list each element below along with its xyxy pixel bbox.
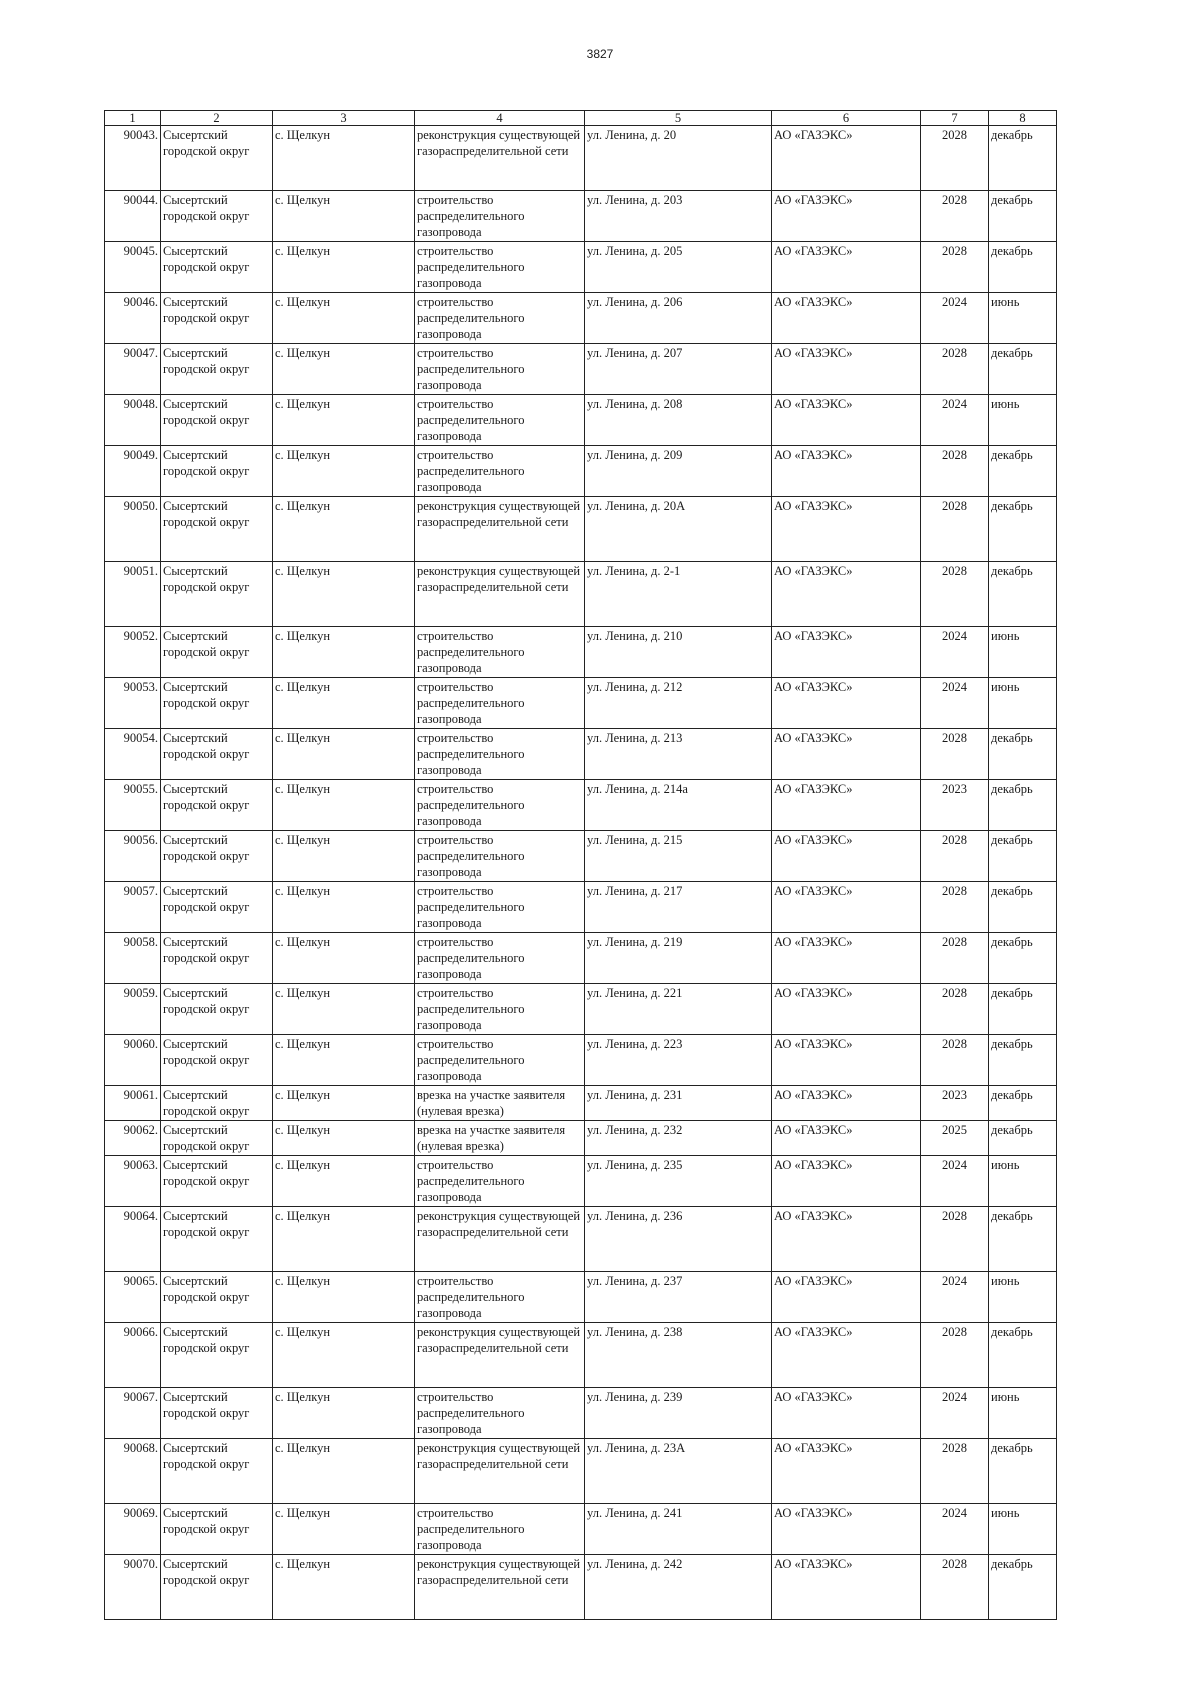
row-district: Сысертский городской округ bbox=[161, 191, 273, 242]
row-address: ул. Ленина, д. 231 bbox=[585, 1086, 772, 1121]
row-settlement: с. Щелкун bbox=[273, 1207, 415, 1272]
table-row bbox=[105, 126, 1057, 191]
page-number: 3827 bbox=[586, 47, 614, 61]
row-number: 90064. bbox=[105, 1207, 161, 1272]
row-district: Сысертский городской округ bbox=[161, 831, 273, 882]
row-month: декабрь bbox=[989, 126, 1057, 191]
row-month: декабрь bbox=[989, 984, 1057, 1035]
row-work-type: реконструкция существующей газораспределительной сети bbox=[415, 1439, 585, 1504]
row-settlement: с. Щелкун bbox=[273, 1439, 415, 1504]
col-header: 2 bbox=[161, 111, 273, 126]
row-settlement: с. Щелкун bbox=[273, 1035, 415, 1086]
row-settlement: с. Щелкун bbox=[273, 780, 415, 831]
row-work-type: строительство распределительного газопровода bbox=[415, 293, 585, 344]
table-row bbox=[105, 729, 1057, 780]
row-district: Сысертский городской округ bbox=[161, 780, 273, 831]
row-year: 2024 bbox=[921, 1504, 989, 1555]
row-organization: АО «ГАЗЭКС» bbox=[772, 1504, 921, 1555]
row-work-type: строительство распределительного газопровода bbox=[415, 780, 585, 831]
table-body bbox=[105, 126, 1057, 1620]
row-settlement: с. Щелкун bbox=[273, 1086, 415, 1121]
table-row bbox=[105, 1388, 1057, 1439]
row-organization: АО «ГАЗЭКС» bbox=[772, 395, 921, 446]
row-year: 2024 bbox=[921, 627, 989, 678]
row-organization: АО «ГАЗЭКС» bbox=[772, 933, 921, 984]
row-settlement: с. Щелкун bbox=[273, 497, 415, 562]
row-work-type: реконструкция существующей газораспределительной сети bbox=[415, 1323, 585, 1388]
row-organization: АО «ГАЗЭКС» bbox=[772, 242, 921, 293]
row-settlement: с. Щелкун bbox=[273, 627, 415, 678]
row-organization: АО «ГАЗЭКС» bbox=[772, 497, 921, 562]
table-row bbox=[105, 831, 1057, 882]
row-work-type: строительство распределительного газопровода bbox=[415, 933, 585, 984]
row-month: декабрь bbox=[989, 562, 1057, 627]
row-month: декабрь bbox=[989, 1121, 1057, 1156]
row-district: Сысертский городской округ bbox=[161, 1121, 273, 1156]
row-organization: АО «ГАЗЭКС» bbox=[772, 1035, 921, 1086]
row-district: Сысертский городской округ bbox=[161, 126, 273, 191]
row-address: ул. Ленина, д. 20А bbox=[585, 497, 772, 562]
header-row bbox=[105, 111, 1057, 126]
row-year: 2028 bbox=[921, 831, 989, 882]
row-district: Сысертский городской округ bbox=[161, 1504, 273, 1555]
row-district: Сысертский городской округ bbox=[161, 933, 273, 984]
row-address: ул. Ленина, д. 205 bbox=[585, 242, 772, 293]
row-address: ул. Ленина, д. 232 bbox=[585, 1121, 772, 1156]
row-organization: АО «ГАЗЭКС» bbox=[772, 1555, 921, 1620]
row-district: Сысертский городской округ bbox=[161, 497, 273, 562]
table-row bbox=[105, 446, 1057, 497]
row-settlement: с. Щелкун bbox=[273, 984, 415, 1035]
row-district: Сысертский городской округ bbox=[161, 678, 273, 729]
row-number: 90056. bbox=[105, 831, 161, 882]
row-month: декабрь bbox=[989, 1035, 1057, 1086]
row-year: 2028 bbox=[921, 984, 989, 1035]
row-settlement: с. Щелкун bbox=[273, 344, 415, 395]
row-number: 90067. bbox=[105, 1388, 161, 1439]
row-month: декабрь bbox=[989, 1323, 1057, 1388]
table-row bbox=[105, 1504, 1057, 1555]
row-work-type: строительство распределительного газопровода bbox=[415, 191, 585, 242]
row-work-type: врезка на участке заявителя (нулевая врезка) bbox=[415, 1086, 585, 1121]
row-organization: АО «ГАЗЭКС» bbox=[772, 780, 921, 831]
row-address: ул. Ленина, д. 213 bbox=[585, 729, 772, 780]
row-work-type: строительство распределительного газопровода bbox=[415, 1272, 585, 1323]
table-row bbox=[105, 780, 1057, 831]
row-number: 90069. bbox=[105, 1504, 161, 1555]
row-month: декабрь bbox=[989, 344, 1057, 395]
row-month: июнь bbox=[989, 627, 1057, 678]
row-work-type: строительство распределительного газопровода bbox=[415, 984, 585, 1035]
row-work-type: реконструкция существующей газораспределительной сети bbox=[415, 1555, 585, 1620]
row-district: Сысертский городской округ bbox=[161, 293, 273, 344]
row-number: 90065. bbox=[105, 1272, 161, 1323]
col-header: 5 bbox=[585, 111, 772, 126]
table-row bbox=[105, 1439, 1057, 1504]
row-address: ул. Ленина, д. 208 bbox=[585, 395, 772, 446]
row-number: 90052. bbox=[105, 627, 161, 678]
row-settlement: с. Щелкун bbox=[273, 562, 415, 627]
row-number: 90068. bbox=[105, 1439, 161, 1504]
row-year: 2028 bbox=[921, 933, 989, 984]
row-month: декабрь bbox=[989, 191, 1057, 242]
row-month: июнь bbox=[989, 1156, 1057, 1207]
row-work-type: строительство распределительного газопровода bbox=[415, 242, 585, 293]
row-month: декабрь bbox=[989, 446, 1057, 497]
table-row bbox=[105, 242, 1057, 293]
row-address: ул. Ленина, д. 237 bbox=[585, 1272, 772, 1323]
row-month: декабрь bbox=[989, 1555, 1057, 1620]
row-year: 2028 bbox=[921, 191, 989, 242]
row-settlement: с. Щелкун bbox=[273, 882, 415, 933]
row-number: 90055. bbox=[105, 780, 161, 831]
row-year: 2023 bbox=[921, 780, 989, 831]
row-address: ул. Ленина, д. 206 bbox=[585, 293, 772, 344]
table-row bbox=[105, 1272, 1057, 1323]
row-settlement: с. Щелкун bbox=[273, 1323, 415, 1388]
row-settlement: с. Щелкун bbox=[273, 1156, 415, 1207]
row-work-type: реконструкция существующей газораспределительной сети bbox=[415, 562, 585, 627]
row-organization: АО «ГАЗЭКС» bbox=[772, 678, 921, 729]
row-address: ул. Ленина, д. 219 bbox=[585, 933, 772, 984]
row-year: 2023 bbox=[921, 1086, 989, 1121]
row-work-type: строительство распределительного газопровода bbox=[415, 1035, 585, 1086]
row-work-type: строительство распределительного газопровода bbox=[415, 831, 585, 882]
row-month: декабрь bbox=[989, 242, 1057, 293]
row-organization: АО «ГАЗЭКС» bbox=[772, 191, 921, 242]
row-address: ул. Ленина, д. 236 bbox=[585, 1207, 772, 1272]
row-organization: АО «ГАЗЭКС» bbox=[772, 1207, 921, 1272]
row-number: 90054. bbox=[105, 729, 161, 780]
row-year: 2028 bbox=[921, 882, 989, 933]
table-row bbox=[105, 1035, 1057, 1086]
row-settlement: с. Щелкун bbox=[273, 191, 415, 242]
row-district: Сысертский городской округ bbox=[161, 1086, 273, 1121]
row-organization: АО «ГАЗЭКС» bbox=[772, 1156, 921, 1207]
row-district: Сысертский городской округ bbox=[161, 242, 273, 293]
row-address: ул. Ленина, д. 217 bbox=[585, 882, 772, 933]
row-organization: АО «ГАЗЭКС» bbox=[772, 293, 921, 344]
row-number: 90063. bbox=[105, 1156, 161, 1207]
row-month: декабрь bbox=[989, 729, 1057, 780]
row-district: Сысертский городской округ bbox=[161, 1323, 273, 1388]
row-district: Сысертский городской округ bbox=[161, 882, 273, 933]
row-number: 90045. bbox=[105, 242, 161, 293]
row-year: 2025 bbox=[921, 1121, 989, 1156]
row-number: 90050. bbox=[105, 497, 161, 562]
row-settlement: с. Щелкун bbox=[273, 1272, 415, 1323]
row-organization: АО «ГАЗЭКС» bbox=[772, 1439, 921, 1504]
row-address: ул. Ленина, д. 2-1 bbox=[585, 562, 772, 627]
row-work-type: строительство распределительного газопровода bbox=[415, 446, 585, 497]
row-settlement: с. Щелкун bbox=[273, 1504, 415, 1555]
row-number: 90048. bbox=[105, 395, 161, 446]
row-month: декабрь bbox=[989, 1207, 1057, 1272]
row-settlement: с. Щелкун bbox=[273, 729, 415, 780]
table-row bbox=[105, 627, 1057, 678]
row-number: 90062. bbox=[105, 1121, 161, 1156]
row-year: 2024 bbox=[921, 293, 989, 344]
row-district: Сысертский городской округ bbox=[161, 1207, 273, 1272]
row-settlement: с. Щелкун bbox=[273, 831, 415, 882]
row-work-type: строительство распределительного газопровода bbox=[415, 882, 585, 933]
row-organization: АО «ГАЗЭКС» bbox=[772, 984, 921, 1035]
row-year: 2024 bbox=[921, 1272, 989, 1323]
row-settlement: с. Щелкун bbox=[273, 1388, 415, 1439]
row-year: 2024 bbox=[921, 1156, 989, 1207]
col-header: 8 bbox=[989, 111, 1057, 126]
row-organization: АО «ГАЗЭКС» bbox=[772, 446, 921, 497]
row-address: ул. Ленина, д. 241 bbox=[585, 1504, 772, 1555]
row-number: 90061. bbox=[105, 1086, 161, 1121]
row-work-type: строительство распределительного газопровода bbox=[415, 344, 585, 395]
row-address: ул. Ленина, д. 207 bbox=[585, 344, 772, 395]
row-district: Сысертский городской округ bbox=[161, 1272, 273, 1323]
row-settlement: с. Щелкун bbox=[273, 293, 415, 344]
row-year: 2024 bbox=[921, 1388, 989, 1439]
row-year: 2028 bbox=[921, 729, 989, 780]
row-number: 90049. bbox=[105, 446, 161, 497]
row-district: Сысертский городской округ bbox=[161, 1388, 273, 1439]
row-address: ул. Ленина, д. 238 bbox=[585, 1323, 772, 1388]
row-settlement: с. Щелкун bbox=[273, 446, 415, 497]
row-organization: АО «ГАЗЭКС» bbox=[772, 831, 921, 882]
row-month: декабрь bbox=[989, 882, 1057, 933]
row-district: Сысертский городской округ bbox=[161, 729, 273, 780]
row-number: 90058. bbox=[105, 933, 161, 984]
row-district: Сысертский городской округ bbox=[161, 395, 273, 446]
row-settlement: с. Щелкун bbox=[273, 242, 415, 293]
row-work-type: строительство распределительного газопровода bbox=[415, 395, 585, 446]
table-row bbox=[105, 293, 1057, 344]
table-row bbox=[105, 678, 1057, 729]
row-number: 90059. bbox=[105, 984, 161, 1035]
row-number: 90066. bbox=[105, 1323, 161, 1388]
row-number: 90057. bbox=[105, 882, 161, 933]
row-number: 90044. bbox=[105, 191, 161, 242]
row-address: ул. Ленина, д. 203 bbox=[585, 191, 772, 242]
row-address: ул. Ленина, д. 23А bbox=[585, 1439, 772, 1504]
row-district: Сысертский городской округ bbox=[161, 1555, 273, 1620]
row-settlement: с. Щелкун bbox=[273, 126, 415, 191]
row-district: Сысертский городской округ bbox=[161, 446, 273, 497]
col-header: 6 bbox=[772, 111, 921, 126]
row-address: ул. Ленина, д. 209 bbox=[585, 446, 772, 497]
row-year: 2028 bbox=[921, 1323, 989, 1388]
row-district: Сысертский городской округ bbox=[161, 984, 273, 1035]
row-year: 2028 bbox=[921, 497, 989, 562]
table-row bbox=[105, 933, 1057, 984]
row-address: ул. Ленина, д. 212 bbox=[585, 678, 772, 729]
row-work-type: строительство распределительного газопровода bbox=[415, 678, 585, 729]
row-organization: АО «ГАЗЭКС» bbox=[772, 1272, 921, 1323]
row-month: июнь bbox=[989, 1504, 1057, 1555]
row-address: ул. Ленина, д. 235 bbox=[585, 1156, 772, 1207]
row-month: декабрь bbox=[989, 1439, 1057, 1504]
table-row bbox=[105, 562, 1057, 627]
table-row bbox=[105, 395, 1057, 446]
row-address: ул. Ленина, д. 20 bbox=[585, 126, 772, 191]
row-work-type: строительство распределительного газопровода bbox=[415, 627, 585, 678]
row-month: декабрь bbox=[989, 780, 1057, 831]
col-header: 7 bbox=[921, 111, 989, 126]
table-row bbox=[105, 882, 1057, 933]
row-work-type: строительство распределительного газопровода bbox=[415, 729, 585, 780]
row-address: ул. Ленина, д. 215 bbox=[585, 831, 772, 882]
row-work-type: реконструкция существующей газораспределительной сети bbox=[415, 1207, 585, 1272]
row-district: Сысертский городской округ bbox=[161, 1156, 273, 1207]
row-month: июнь bbox=[989, 1272, 1057, 1323]
row-number: 90051. bbox=[105, 562, 161, 627]
row-organization: АО «ГАЗЭКС» bbox=[772, 1323, 921, 1388]
row-district: Сысертский городской округ bbox=[161, 1439, 273, 1504]
row-organization: АО «ГАЗЭКС» bbox=[772, 729, 921, 780]
row-organization: АО «ГАЗЭКС» bbox=[772, 344, 921, 395]
table-row bbox=[105, 497, 1057, 562]
table-row bbox=[105, 1555, 1057, 1620]
row-settlement: с. Щелкун bbox=[273, 933, 415, 984]
row-number: 90046. bbox=[105, 293, 161, 344]
row-district: Сысертский городской округ bbox=[161, 1035, 273, 1086]
row-year: 2028 bbox=[921, 1207, 989, 1272]
row-month: июнь bbox=[989, 395, 1057, 446]
row-year: 2028 bbox=[921, 1035, 989, 1086]
row-year: 2028 bbox=[921, 242, 989, 293]
row-address: ул. Ленина, д. 223 bbox=[585, 1035, 772, 1086]
gasification-register-table bbox=[104, 110, 1057, 1620]
row-organization: АО «ГАЗЭКС» bbox=[772, 562, 921, 627]
row-district: Сысертский городской округ bbox=[161, 562, 273, 627]
row-organization: АО «ГАЗЭКС» bbox=[772, 126, 921, 191]
row-year: 2028 bbox=[921, 1439, 989, 1504]
row-settlement: с. Щелкун bbox=[273, 1555, 415, 1620]
row-settlement: с. Щелкун bbox=[273, 678, 415, 729]
row-year: 2028 bbox=[921, 126, 989, 191]
row-work-type: строительство распределительного газопровода bbox=[415, 1504, 585, 1555]
row-month: декабрь bbox=[989, 933, 1057, 984]
row-number: 90060. bbox=[105, 1035, 161, 1086]
row-year: 2028 bbox=[921, 446, 989, 497]
col-header: 3 bbox=[273, 111, 415, 126]
row-number: 90070. bbox=[105, 1555, 161, 1620]
row-district: Сысертский городской округ bbox=[161, 627, 273, 678]
row-month: декабрь bbox=[989, 831, 1057, 882]
table-row bbox=[105, 344, 1057, 395]
row-work-type: врезка на участке заявителя (нулевая врезка) bbox=[415, 1121, 585, 1156]
row-month: декабрь bbox=[989, 497, 1057, 562]
row-year: 2024 bbox=[921, 678, 989, 729]
row-settlement: с. Щелкун bbox=[273, 1121, 415, 1156]
table-row bbox=[105, 1207, 1057, 1272]
row-organization: АО «ГАЗЭКС» bbox=[772, 1086, 921, 1121]
table-row bbox=[105, 1156, 1057, 1207]
row-organization: АО «ГАЗЭКС» bbox=[772, 1388, 921, 1439]
row-address: ул. Ленина, д. 221 bbox=[585, 984, 772, 1035]
table-row bbox=[105, 1323, 1057, 1388]
table-row bbox=[105, 1086, 1057, 1121]
table-row bbox=[105, 191, 1057, 242]
row-organization: АО «ГАЗЭКС» bbox=[772, 1121, 921, 1156]
row-address: ул. Ленина, д. 239 bbox=[585, 1388, 772, 1439]
row-year: 2028 bbox=[921, 344, 989, 395]
row-district: Сысертский городской округ bbox=[161, 344, 273, 395]
row-organization: АО «ГАЗЭКС» bbox=[772, 882, 921, 933]
row-work-type: реконструкция существующей газораспределительной сети bbox=[415, 497, 585, 562]
row-month: декабрь bbox=[989, 1086, 1057, 1121]
row-work-type: реконструкция существующей газораспределительной сети bbox=[415, 126, 585, 191]
row-year: 2024 bbox=[921, 395, 989, 446]
row-address: ул. Ленина, д. 214а bbox=[585, 780, 772, 831]
row-organization: АО «ГАЗЭКС» bbox=[772, 627, 921, 678]
row-work-type: строительство распределительного газопровода bbox=[415, 1156, 585, 1207]
row-month: июнь bbox=[989, 678, 1057, 729]
row-month: июнь bbox=[989, 1388, 1057, 1439]
row-settlement: с. Щелкун bbox=[273, 395, 415, 446]
col-header: 4 bbox=[415, 111, 585, 126]
row-number: 90053. bbox=[105, 678, 161, 729]
col-header: 1 bbox=[105, 111, 161, 126]
table-row bbox=[105, 984, 1057, 1035]
row-number: 90047. bbox=[105, 344, 161, 395]
row-address: ул. Ленина, д. 242 bbox=[585, 1555, 772, 1620]
row-address: ул. Ленина, д. 210 bbox=[585, 627, 772, 678]
row-number: 90043. bbox=[105, 126, 161, 191]
table-row bbox=[105, 1121, 1057, 1156]
row-year: 2028 bbox=[921, 562, 989, 627]
row-work-type: строительство распределительного газопровода bbox=[415, 1388, 585, 1439]
row-year: 2028 bbox=[921, 1555, 989, 1620]
row-month: июнь bbox=[989, 293, 1057, 344]
